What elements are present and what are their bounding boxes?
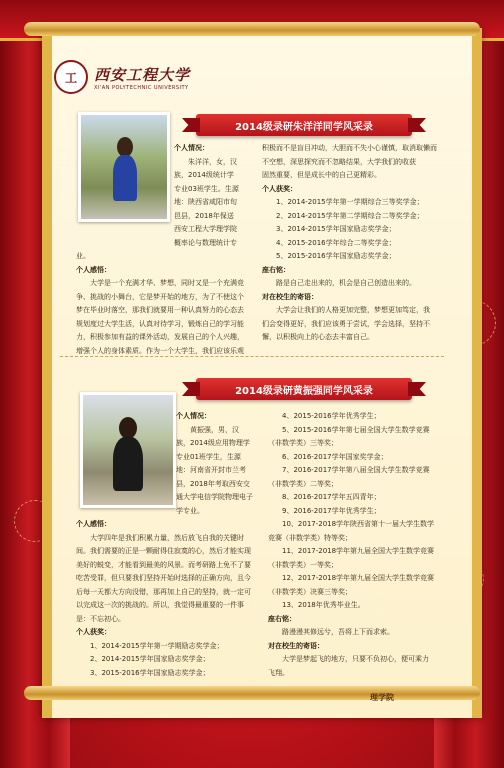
- text-line: 竞赛（非数学类）特等奖；: [268, 533, 352, 542]
- scroll-rod-bottom: [24, 686, 480, 700]
- section1-right-text: [262, 142, 440, 345]
- text-line: 邑县，2018年保送: [174, 211, 234, 220]
- text-line: 们会变得更好，我们应该勇于尝试，学会选择，坚持不: [262, 319, 430, 328]
- section-heading: 对在校生的寄语：: [268, 641, 324, 650]
- section2-left-text: [76, 410, 274, 680]
- text-line: 争、挑战的小舞台，它是梦开始的地方，为了不使这个: [76, 292, 244, 301]
- section-heading: 个人感悟：: [76, 520, 111, 528]
- text-line: 13、2018年优秀毕业生。: [282, 601, 365, 609]
- text-line: 县，2018年考取西安交: [176, 479, 250, 488]
- text-line: 10、2017-2018学年陕西省第十一届大学生数学: [282, 520, 435, 528]
- section-divider: [60, 356, 444, 357]
- text-line: 地：陕西省咸阳市旬: [174, 198, 237, 206]
- text-line: 9、2016-2017学年优秀学生；: [282, 506, 381, 515]
- text-line: 飞翔。: [268, 668, 289, 677]
- text-line: 7、2016-2017学年第八届全国大学生数学竞赛: [282, 466, 430, 474]
- text-line: 1、2014-2015学年第一学期综合三等奖学金；: [276, 198, 424, 206]
- text-line: （非数学类）一等奖；: [268, 560, 338, 569]
- text-line: 梦在毕业时落空，那我们就要用一种认真努力的心态去: [76, 306, 244, 314]
- text-line: 概率论与数理统计专: [174, 238, 237, 247]
- text-line: 2、2014-2015学年国家励志奖学金；: [90, 655, 210, 663]
- text-line: 专业03班学生。生源: [174, 184, 239, 193]
- text-line: 通大学电信学院物理电子: [176, 493, 253, 501]
- text-line: 大学会让我们的人格更加完整，梦想更加笃定，我: [276, 306, 430, 314]
- text-line: 美好的蜕变，才能看到最美的风景。而考研路上免不了要: [76, 560, 251, 569]
- text-line: 5、2015-2016学年第七届全国大学生数学竞赛: [282, 425, 430, 434]
- footer-department: 理学院: [370, 693, 394, 702]
- section2-right-text: [268, 410, 444, 680]
- text-line: 学专业。: [176, 506, 204, 515]
- section1-left-text: [76, 142, 274, 358]
- text-line: （非数学类）二等奖；: [268, 479, 338, 488]
- text-line: 大学四年是我们积累力量，然后放飞自我的关键时: [90, 533, 244, 542]
- text-line: 不空想，深思探究而不忽略结果，大学我们的收获: [262, 157, 416, 166]
- text-line: 增强个人的身体素质。作为一个大学生，我们应该乐观: [76, 346, 244, 355]
- text-line: （非数学类）决赛三等奖；: [268, 587, 352, 596]
- section-heading: 个人情况：: [176, 412, 211, 420]
- university-name-en: XI'AN POLYTECHNIC UNIVERSITY: [94, 84, 189, 91]
- section2-banner: 2014级录研黄振强同学风采录: [196, 378, 412, 400]
- text-line: 8、2016-2017学年五四青年；: [282, 493, 381, 501]
- text-line: 4、2015-2016学年综合二等奖学金；: [276, 238, 396, 247]
- text-line: 专业01班学生，生源: [176, 452, 241, 461]
- text-line: 固然重要，但是成长中的自己更精彩。: [262, 171, 381, 179]
- text-line: 朱洋洋，女，汉: [188, 157, 237, 166]
- text-line: 族，2014级应用物理学: [176, 439, 250, 447]
- text-line: 地：河南省开封市兰考: [176, 466, 246, 474]
- text-line: 吃苦受罪，但只要我们坚持开始时选择的正确方向，且今: [76, 574, 251, 582]
- text-line: 是：不忘初心。: [76, 614, 125, 623]
- text-line: 族，2014级统计学: [174, 171, 234, 179]
- text-line: （非数学类）三等奖；: [268, 439, 338, 447]
- text-line: 业。: [76, 252, 90, 260]
- text-line: 6、2016-2017学年国家奖学金；: [282, 452, 388, 461]
- text-line: 2、2014-2015学年第二学期综合二等奖学金；: [276, 211, 424, 220]
- text-line: 3、2015-2016学年国家励志奖学金；: [90, 668, 210, 677]
- section-heading: 个人获奖：: [76, 628, 111, 636]
- text-line: 大学是一个充满才华、梦想，同时又是一个充满竞: [90, 279, 244, 287]
- section-heading: 座右铭：: [268, 614, 296, 623]
- section1-banner: 2014级录研朱洋洋同学风采录: [196, 114, 412, 136]
- scroll-rod-top: [24, 22, 480, 36]
- university-seal-icon: 工: [54, 60, 88, 94]
- text-line: 积极而不是盲目冲动，大胆而不失小心谨慎，取消取懒而: [262, 144, 437, 152]
- text-line: 规划度过大学生活，认真对待学习，锻炼自己的学习能: [76, 319, 244, 328]
- section-heading: 对在校生的寄语：: [262, 292, 318, 301]
- text-line: 力，积极参加有益的课外活动，发展自己的个人兴趣，: [76, 333, 244, 341]
- text-line: 后每一天都大方向没错，那再加上自己的坚持，就一定可: [76, 587, 251, 596]
- text-line: 路漫漫其修远兮，吾将上下而求索。: [282, 628, 394, 636]
- text-line: 12、2017-2018学年第九届全国大学生数学竞赛: [282, 574, 435, 582]
- university-logo: [54, 60, 190, 94]
- university-name-cn: 西安工程大学: [94, 65, 191, 84]
- section-heading: 个人感悟：: [76, 265, 111, 274]
- text-line: 路是自己走出来的，机会是自己创造出来的。: [276, 279, 416, 287]
- text-line: 大学是梦起飞的地方，只要不负初心，便可乘力: [282, 655, 429, 663]
- text-line: 5、2015-2016学年国家励志奖学金；: [276, 252, 396, 260]
- text-line: 西安工程大学理学院: [174, 225, 237, 233]
- text-line: 4、2015-2016学年优秀学生；: [282, 412, 381, 420]
- section-heading: 个人情况：: [174, 144, 209, 152]
- text-line: 黄振强，男，汉: [190, 425, 239, 434]
- text-line: 1、2014-2015学年第一学期励志奖学金；: [90, 641, 224, 650]
- text-line: 3、2014-2015学年国家励志奖学金；: [276, 225, 396, 233]
- text-line: 以完成这一次的挑战的。所以，我觉得最重要的一件事: [76, 601, 244, 609]
- section-heading: 个人获奖：: [262, 184, 297, 193]
- text-line: 懈，以积极向上的心态去丰富自己。: [262, 333, 374, 341]
- section-heading: 座右铭：: [262, 265, 290, 274]
- text-line: 11、2017-2018学年第九届全国大学生数学竞赛: [282, 547, 435, 555]
- text-line: 间。我们需要的正是一颗耐得住寂寞的心，然后才能实现: [76, 547, 251, 555]
